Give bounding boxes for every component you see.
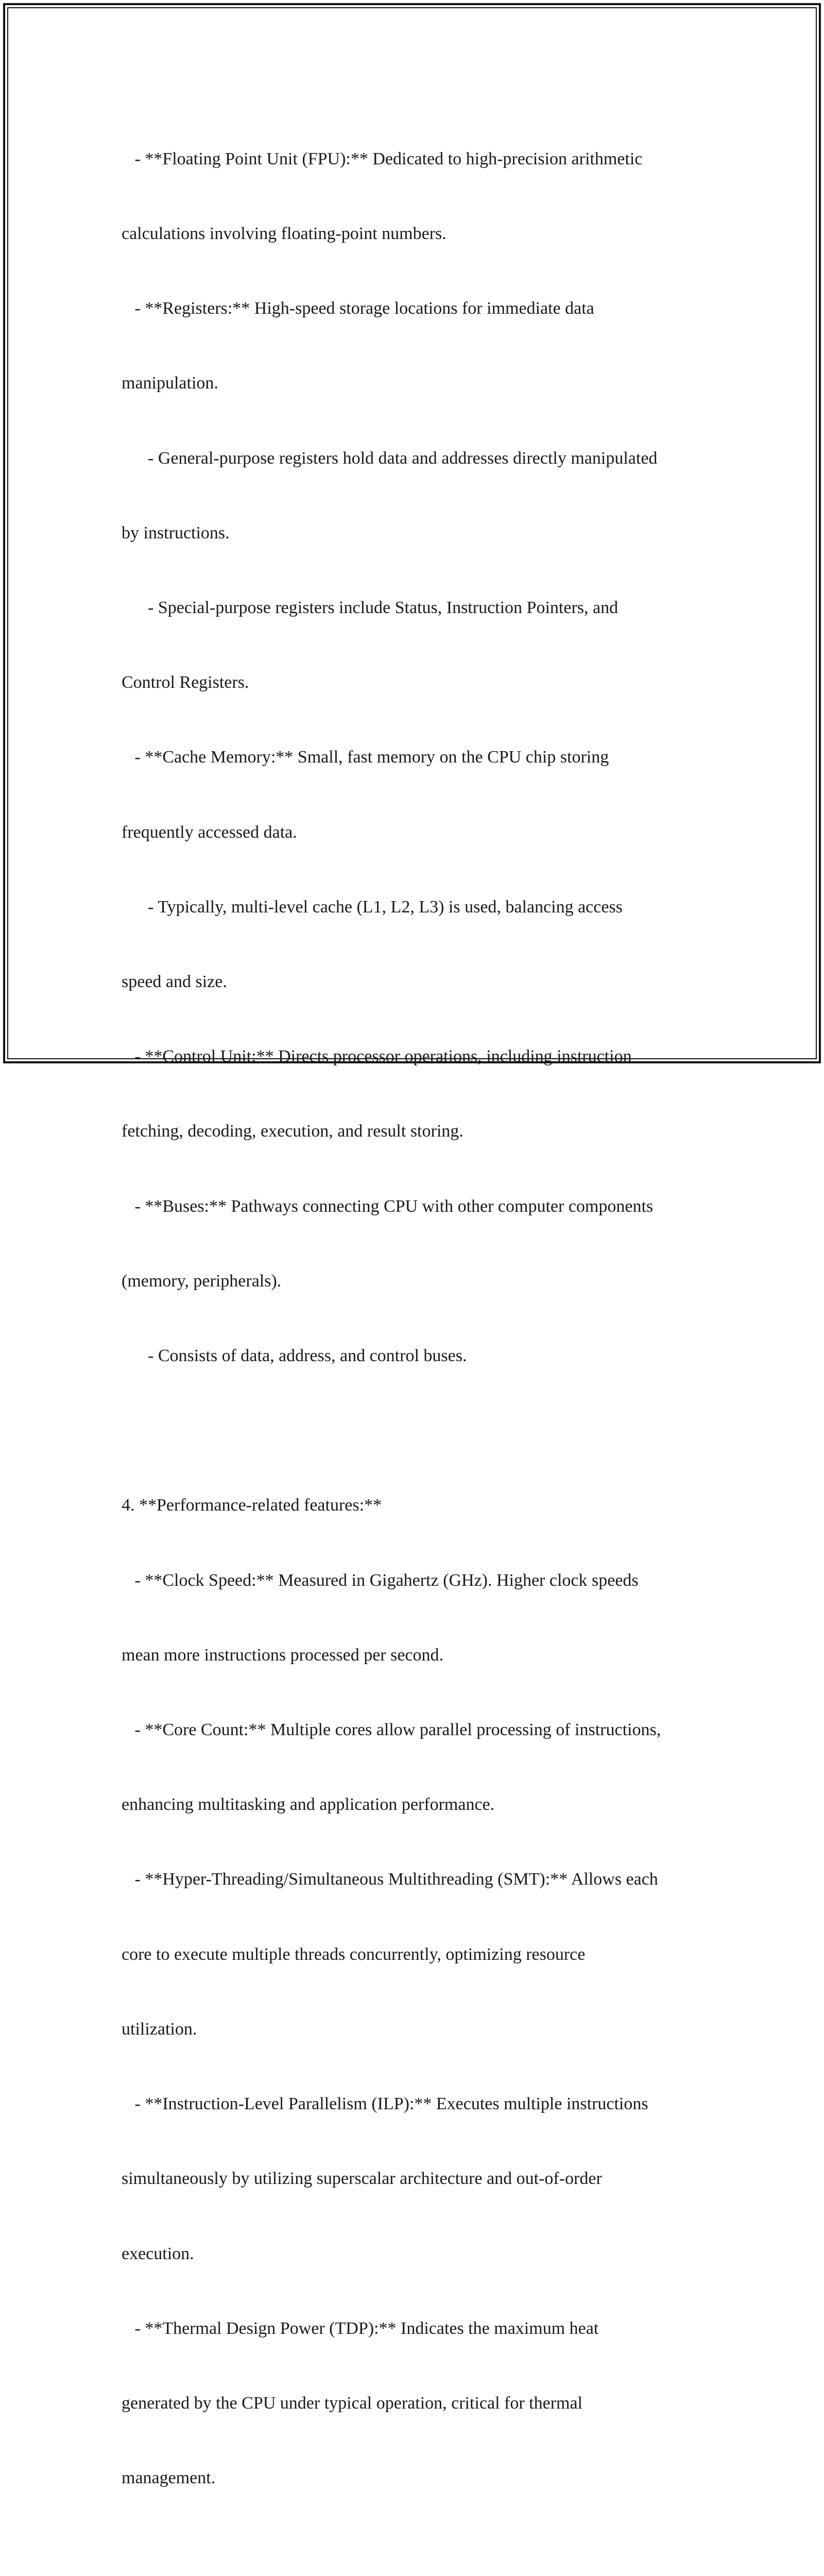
text-line: - **Registers:** High-speed storage locations for immediate data [122, 299, 594, 318]
text-line: - **Floating Point Unit (FPU):** Dedicated to high-precision arithmetic [122, 149, 643, 168]
blank-line [122, 2540, 709, 2565]
text-line: - **Clock Speed:** Measured in Gigahertz (GHz). Higher clock speeds [122, 1570, 639, 1590]
text-line: - Typically, multi-level cache (L1, L2, L3) is used, balancing access [122, 897, 623, 917]
text-line: - **Buses:** Pathways connecting CPU with other computer components [122, 1196, 654, 1216]
blank-line [122, 1418, 709, 1443]
document-body [122, 97, 709, 2576]
text-line: utilization. [122, 2019, 197, 2039]
text-line: - **Hyper-Threading/Simultaneous Multithreading (SMT):** Allows each [122, 1870, 658, 1889]
text-line: - **Cache Memory:** Small, fast memory on the CPU chip storing [122, 748, 609, 767]
text-line: Control Registers. [122, 673, 249, 692]
text-line: speed and size. [122, 972, 227, 992]
section-heading: 4. **Performance-related features:** [122, 1496, 382, 1515]
text-line: - Consists of data, address, and control buses. [122, 1346, 467, 1366]
text-line: calculations involving floating-point numbers. [122, 224, 447, 244]
text-line: simultaneously by utilizing superscalar architecture and out-of-order [122, 2169, 602, 2189]
text-line: core to execute multiple threads concurrently, optimizing resource [122, 1944, 586, 1964]
text-line: generated by the CPU under typical operation, critical for thermal [122, 2393, 583, 2413]
text-line: enhancing multitasking and application performance. [122, 1795, 495, 1815]
text-line: execution. [122, 2244, 194, 2263]
text-line: - **Control Unit:** Directs processor operations, including instruction [122, 1047, 632, 1066]
text-line: - General-purpose registers hold data and addresses directly manipulated [122, 448, 658, 468]
text-line: - **Core Count:** Multiple cores allow parallel processing of instructions, [122, 1720, 661, 1740]
text-line: (memory, peripherals). [122, 1271, 282, 1291]
text-line: - **Instruction-Level Parallelism (ILP):** Executes multiple instructions [122, 2094, 648, 2114]
text-line: - **Thermal Design Power (TDP):** Indicates the maximum heat [122, 2318, 599, 2338]
text-line: - Special-purpose registers include Status, Instruction Pointers, and [122, 598, 619, 618]
text-line: management. [122, 2468, 216, 2488]
text-line: mean more instructions processed per second. [122, 1645, 444, 1665]
text-line: fetching, decoding, execution, and result storing. [122, 1122, 464, 1141]
text-line: manipulation. [122, 374, 218, 393]
text-line: frequently accessed data. [122, 822, 297, 842]
text-line: by instructions. [122, 523, 230, 543]
